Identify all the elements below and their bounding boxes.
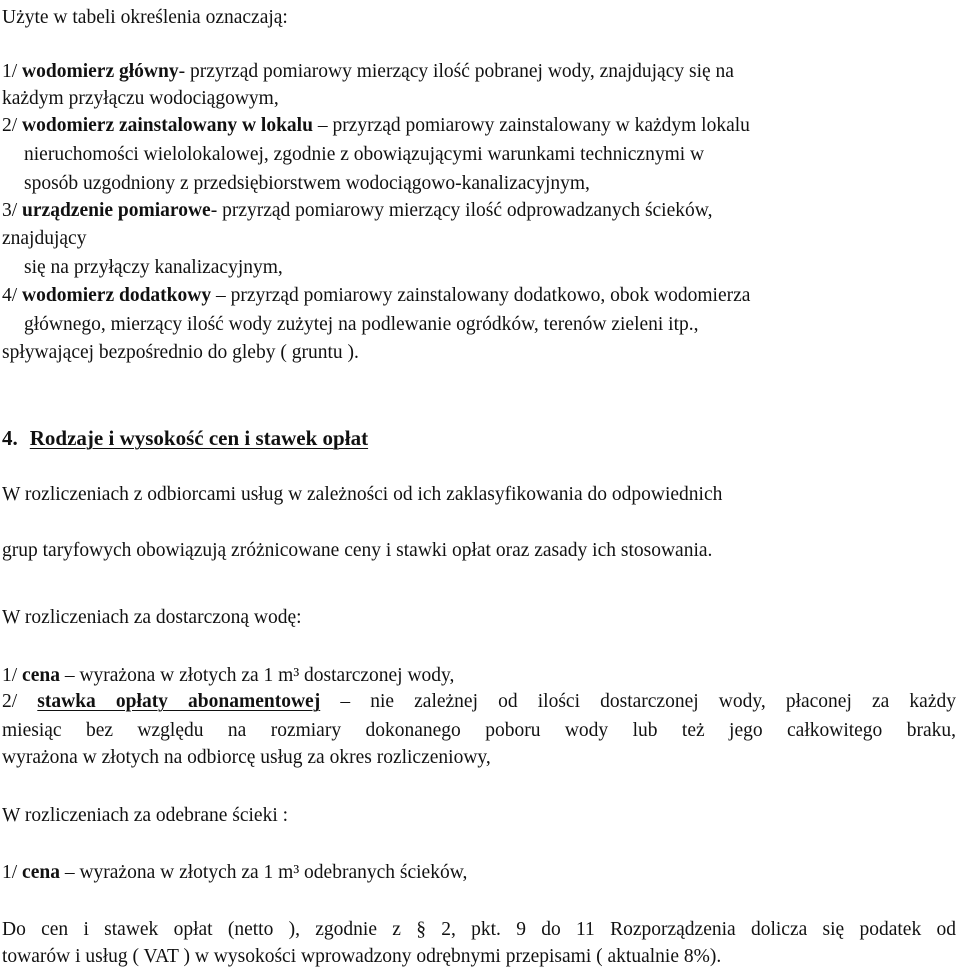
water-item-1 xyxy=(2,664,454,688)
definition-2-cont-1: nieruchomości wielolokalowej, zgodnie z obowiązującymi warunkami technicznymi w xyxy=(24,144,705,165)
sewage-heading: W rozliczeniach za odebrane ścieki : xyxy=(2,805,289,826)
definition-term: wodomierz dodatkowy xyxy=(22,285,212,306)
definition-number: 1/ xyxy=(2,61,23,82)
item-number: 2/ xyxy=(2,691,38,712)
paragraph-1-line-2: grup taryfowych obowiązują zróżnicowane ceny i stawki opłat oraz zasady ich stosowania. xyxy=(2,540,713,561)
definition-text: - przyrząd pomiarowy mierzący ilość odprowadzanych ścieków, xyxy=(210,200,713,221)
definition-text: – przyrząd pomiarowy zainstalowany dodatkowo, obok wodomierza xyxy=(211,285,751,306)
item-text: – wyrażona w złotych za 1 m³ dostarczonej wody, xyxy=(59,665,455,686)
definition-number: 4/ xyxy=(2,285,23,306)
definition-text: – przyrząd pomiarowy zainstalowany w każdym lokalu xyxy=(312,115,750,136)
definition-number: 2/ xyxy=(2,115,23,136)
item-term: stawka opłaty abonamentowej xyxy=(37,691,321,712)
definition-1 xyxy=(2,60,734,84)
vat-line-1: Do cen i stawek opłat (netto ), zgodnie z § 2, pkt. 9 do 11 Rozporządzenia dolicza się podatek od xyxy=(2,919,956,940)
item-text: – wyrażona w złotych za 1 m³ odebranych ścieków, xyxy=(59,862,468,883)
definition-text: - przyrząd pomiarowy mierzący ilość pobranej wody, znajdujący się na xyxy=(178,61,734,82)
sewage-item-1 xyxy=(2,861,467,885)
definition-4-cont-1: głównego, mierzący ilość wody zużytej na podlewanie ogródków, terenów zieleni itp., xyxy=(24,314,699,335)
section-heading xyxy=(2,426,368,450)
definition-term: wodomierz główny xyxy=(22,61,179,82)
paragraph-1-line-1: W rozliczeniach z odbiorcami usług w zależności od ich zaklasyfikowania do odpowiednich xyxy=(2,484,723,505)
item-text: – nie zależnej od ilości dostarczonej wody, płaconej za każdy xyxy=(320,691,956,712)
section-number: 4. xyxy=(2,426,18,450)
definition-3 xyxy=(2,199,712,223)
definition-number: 3/ xyxy=(2,200,23,221)
definition-4 xyxy=(2,284,750,308)
vat-line-2: towarów i usług ( VAT ) w wysokości wprowadzony odrębnymi przepisami ( aktualnie 8%). xyxy=(2,946,722,967)
water-item-2 xyxy=(2,690,956,714)
water-item-2-cont-1: miesiąc bez względu na rozmiary dokonanego poboru wody lub też jego całkowitego braku, xyxy=(2,720,956,741)
definition-term: wodomierz zainstalowany w lokalu xyxy=(22,115,313,136)
definition-3-cont-2: się na przyłączy kanalizacyjnym, xyxy=(24,257,283,278)
item-number: 1/ xyxy=(2,862,23,883)
item-term: cena xyxy=(22,862,60,883)
definition-3-cont-1: znajdujący xyxy=(2,228,87,249)
water-item-2-cont-2: wyrażona w złotych na odbiorcę usług za okres rozliczeniowy, xyxy=(2,747,491,768)
definition-2-cont-2: sposób uzgodniony z przedsiębiorstwem wodociągowo-kanalizacyjnym, xyxy=(24,173,590,194)
intro-text: Użyte w tabeli określenia oznaczają: xyxy=(2,7,288,28)
definition-term: urządzenie pomiarowe xyxy=(22,200,211,221)
water-heading: W rozliczeniach za dostarczoną wodę: xyxy=(2,607,302,628)
definition-4-cont-2: spływającej bezpośrednio do gleby ( gruntu ). xyxy=(2,342,359,363)
definition-2 xyxy=(2,114,750,138)
item-number: 1/ xyxy=(2,665,23,686)
item-term: cena xyxy=(22,665,60,686)
definition-1-cont: każdym przyłączu wodociągowym, xyxy=(2,88,279,109)
section-title: Rodzaje i wysokość cen i stawek opłat xyxy=(29,426,369,450)
